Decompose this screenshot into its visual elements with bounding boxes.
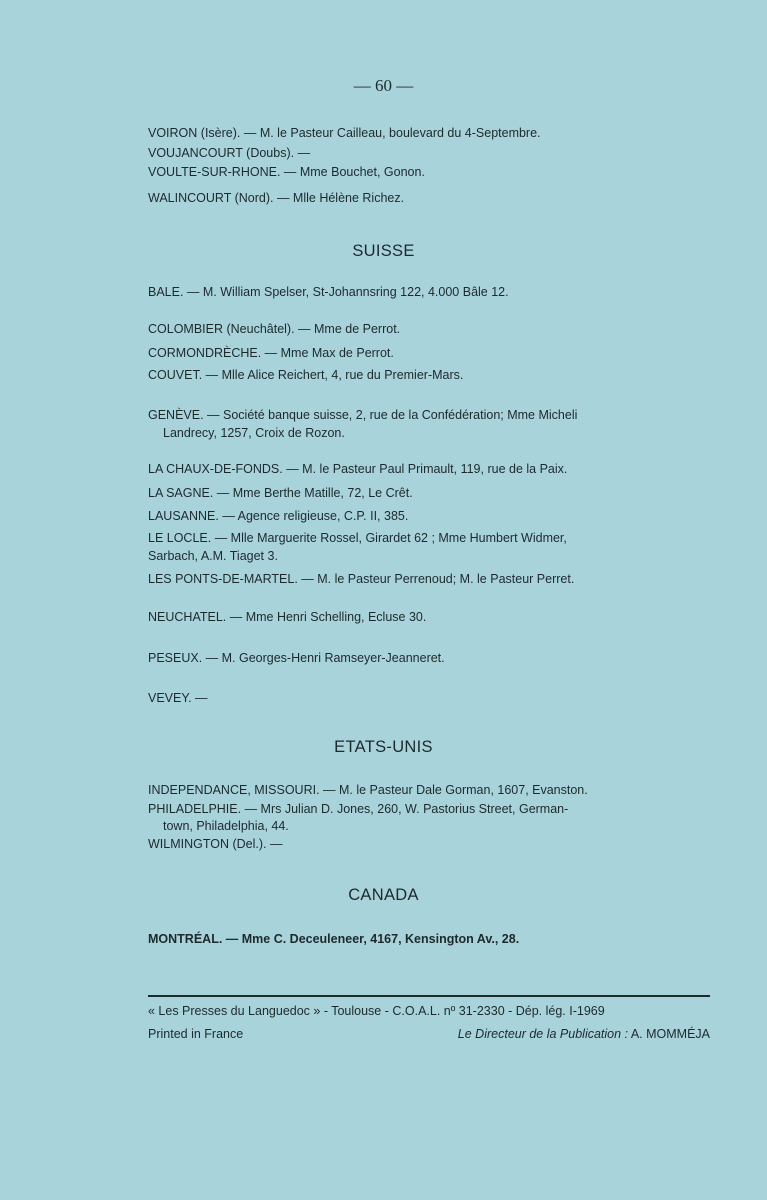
page-number: — 60 —	[353, 76, 414, 95]
entry-cormondreche: CORMONDRÈCHE. — Mme Max de Perrot.	[148, 346, 394, 360]
footer-publisher: « Les Presses du Languedoc » - Toulouse - C.O.A.L. nº 31-2330 - Dép. lég. I-1969	[148, 1004, 605, 1018]
entry-neuchatel: NEUCHATEL. — Mme Henri Schelling, Ecluse 30.	[148, 610, 427, 624]
entry-peseux: PESEUX. — M. Georges-Henri Ramseyer-Jeanneret.	[148, 651, 445, 665]
heading-suisse: SUISSE	[352, 242, 415, 260]
entry-independance: INDEPENDANCE, MISSOURI. — M. le Pasteur Dale Gorman, 1607, Evanston.	[148, 783, 588, 797]
entry-la-sagne: LA SAGNE. — Mme Berthe Matille, 72, Le Crêt.	[148, 486, 413, 500]
heading-etats-unis: ETATS-UNIS	[334, 738, 433, 756]
entry-walincourt: WALINCOURT (Nord). — Mlle Hélène Richez.	[148, 191, 405, 205]
footer-director-name: A. MOMMÉJA	[630, 1027, 710, 1041]
footer-director-label: Le Directeur de la Publication :	[457, 1027, 629, 1041]
entry-wilmington: WILMINGTON (Del.). —	[148, 837, 283, 851]
footer-rule	[148, 995, 710, 997]
entry-voujancourt: VOUJANCOURT (Doubs). —	[148, 146, 311, 160]
entry-vevey: VEVEY. —	[148, 691, 208, 705]
entry-voulte: VOULTE-SUR-RHONE. — Mme Bouchet, Gonon.	[148, 165, 425, 179]
entry-bale: BALE. — M. William Spelser, St-Johannsring 122, 4.000 Bâle 12.	[148, 285, 509, 299]
entry-geneve-cont: Landrecy, 1257, Croix de Rozon.	[163, 426, 345, 440]
entry-chaux-de-fonds: LA CHAUX-DE-FONDS. — M. le Pasteur Paul Primault, 119, rue de la Paix.	[148, 462, 568, 476]
entry-couvet: COUVET. — Mlle Alice Reichert, 4, rue du Premier-Mars.	[148, 368, 464, 382]
entry-philadelphie-cont: town, Philadelphia, 44.	[163, 819, 289, 833]
entry-philadelphie: PHILADELPHIE. — Mrs Julian D. Jones, 260, W. Pastorius Street, German-	[148, 802, 569, 816]
entry-le-locle-cont: Sarbach, A.M. Tiaget 3.	[148, 549, 278, 563]
heading-canada: CANADA	[348, 886, 419, 904]
entry-ponts-de-martel: LES PONTS-DE-MARTEL. — M. le Pasteur Perrenoud; M. le Pasteur Perret.	[148, 572, 575, 586]
entry-geneve: GENÈVE. — Société banque suisse, 2, rue de la Confédération; Mme Micheli	[148, 408, 578, 422]
footer-director	[458, 1027, 710, 1041]
footer-publisher-line	[148, 1004, 710, 1022]
footer-second-line	[148, 1027, 710, 1045]
entry-voiron: VOIRON (Isère). — M. le Pasteur Cailleau, boulevard du 4-Septembre.	[148, 126, 541, 140]
footer-printed: Printed in France	[148, 1027, 244, 1041]
entry-lausanne: LAUSANNE. — Agence religieuse, C.P. II, 385.	[148, 509, 409, 523]
entry-montreal: MONTRÉAL. — Mme C. Deceuleneer, 4167, Kensington Av., 28.	[148, 932, 520, 946]
entry-le-locle: LE LOCLE. — Mlle Marguerite Rossel, Girardet 62 ; Mme Humbert Widmer,	[148, 531, 567, 545]
entry-colombier: COLOMBIER (Neuchâtel). — Mme de Perrot.	[148, 322, 401, 336]
